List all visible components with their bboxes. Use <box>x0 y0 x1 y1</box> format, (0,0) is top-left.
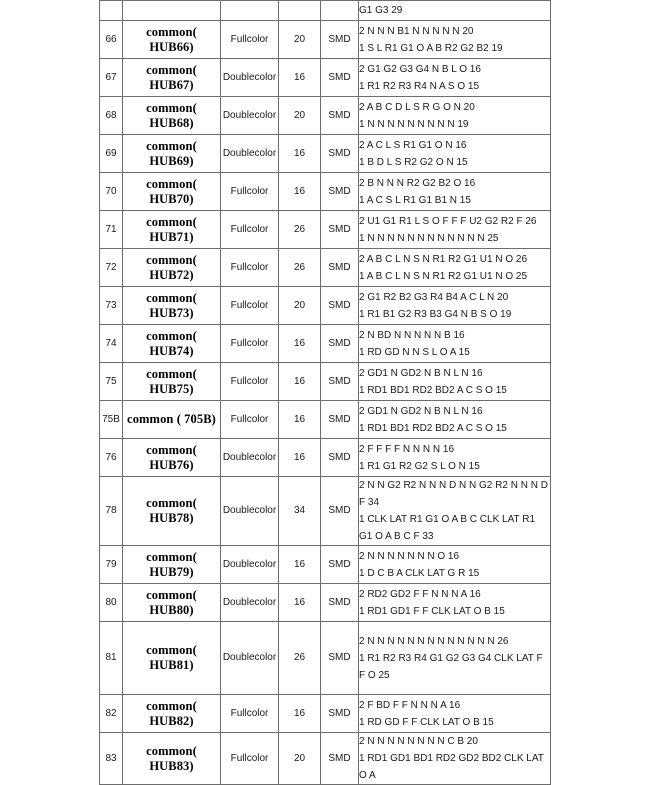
row-color-cell: Fullcolor <box>221 287 279 325</box>
description-line: 1 RD1 BD1 RD2 BD2 A C S O 15 <box>359 384 507 396</box>
row-pincount-cell: 16 <box>279 439 321 477</box>
table-row <box>100 584 551 622</box>
table-row <box>100 733 551 785</box>
row-pincount-cell: 16 <box>279 363 321 401</box>
row-color-cell: Doublecolor <box>221 622 279 695</box>
row-name-cell: common( HUB75) <box>123 363 221 401</box>
row-pincount-cell: 34 <box>279 477 321 546</box>
description-line: 1 R1 G1 R2 G2 S L O N 15 <box>359 460 480 472</box>
row-number-cell: 74 <box>100 325 123 363</box>
row-description-cell <box>359 401 551 439</box>
row-pincount-cell: 20 <box>279 21 321 59</box>
description-line: 2 N N G2 R2 N N N D N N G2 R2 N N N D F 34 <box>359 480 548 508</box>
row-number-cell: 76 <box>100 439 123 477</box>
row-name-cell: common( HUB80) <box>123 584 221 622</box>
row-pincount-cell <box>279 1 321 21</box>
row-number-cell: 68 <box>100 97 123 135</box>
row-pincount-cell: 16 <box>279 695 321 733</box>
row-number-cell: 82 <box>100 695 123 733</box>
description-line: 1 R1 B1 G2 R3 B3 G4 N B S O 19 <box>359 308 512 320</box>
row-package-cell: SMD <box>321 477 359 546</box>
row-description-cell <box>359 21 551 59</box>
row-description-cell <box>359 135 551 173</box>
row-package-cell: SMD <box>321 173 359 211</box>
row-name-cell: common( HUB83) <box>123 733 221 785</box>
table-row <box>100 97 551 135</box>
row-name-cell: common( HUB81) <box>123 622 221 695</box>
table-row <box>100 546 551 584</box>
description-line: 1 D C B A CLK LAT G R 15 <box>359 567 480 579</box>
row-color-cell: Fullcolor <box>221 211 279 249</box>
row-name-cell: common( HUB70) <box>123 173 221 211</box>
row-name-cell: common( HUB74) <box>123 325 221 363</box>
description-line: 2 A B C D L S R G O N 20 <box>359 101 475 113</box>
description-line: 2 A B C L N S N R1 R2 G1 U1 N O 26 <box>359 253 528 265</box>
table-row <box>100 135 551 173</box>
description-line: 2 N N N N N N N O 16 <box>359 550 460 562</box>
description-line: 1 A B C L N S N R1 R2 G1 U1 N O 25 <box>359 270 528 282</box>
row-package-cell: SMD <box>321 695 359 733</box>
row-description-cell <box>359 439 551 477</box>
row-color-cell: Fullcolor <box>221 21 279 59</box>
row-package-cell: SMD <box>321 733 359 785</box>
row-package-cell: SMD <box>321 325 359 363</box>
row-pincount-cell: 16 <box>279 325 321 363</box>
row-number-cell: 80 <box>100 584 123 622</box>
description-line: 1 R1 R2 R3 R4 N A S O 15 <box>359 80 480 92</box>
row-description-cell <box>359 363 551 401</box>
row-description-cell <box>359 249 551 287</box>
row-package-cell: SMD <box>321 401 359 439</box>
description-line: 1 R1 R2 R3 R4 G1 G2 G3 G4 CLK LAT F F O 25 <box>359 652 543 681</box>
table-row <box>100 59 551 97</box>
row-name-cell: common( HUB72) <box>123 249 221 287</box>
row-number-cell <box>100 1 123 21</box>
description-line: 2 N N N N N N N N N N N N N 26 <box>359 635 509 647</box>
row-number-cell: 72 <box>100 249 123 287</box>
row-name-cell <box>123 1 221 21</box>
row-number-cell: 75 <box>100 363 123 401</box>
row-number-cell: 70 <box>100 173 123 211</box>
row-pincount-cell: 26 <box>279 622 321 695</box>
row-description-cell <box>359 1 551 21</box>
table-row <box>100 1 551 21</box>
row-name-cell: common( HUB71) <box>123 211 221 249</box>
description-line: 2 B N N N R2 G2 B2 O 16 <box>359 177 476 189</box>
description-line: G1 G3 29 <box>359 5 403 16</box>
row-pincount-cell: 20 <box>279 97 321 135</box>
row-name-cell: common( HUB82) <box>123 695 221 733</box>
row-color-cell: Fullcolor <box>221 401 279 439</box>
description-line: 2 N BD N N N N N B 16 <box>359 329 465 341</box>
description-line: 2 GD1 N GD2 N B N L N 16 <box>359 405 483 417</box>
row-package-cell: SMD <box>321 622 359 695</box>
row-pincount-cell: 16 <box>279 546 321 584</box>
row-pincount-cell: 20 <box>279 287 321 325</box>
row-color-cell: Fullcolor <box>221 325 279 363</box>
row-number-cell: 69 <box>100 135 123 173</box>
row-pincount-cell: 16 <box>279 584 321 622</box>
row-number-cell: 78 <box>100 477 123 546</box>
description-line: 1 S L R1 G1 O A B R2 G2 B2 19 <box>359 42 503 54</box>
description-line: 1 RD1 GD1 BD1 RD2 GD2 BD2 CLK LAT O A <box>359 753 544 781</box>
row-name-cell: common( HUB73) <box>123 287 221 325</box>
row-package-cell: SMD <box>321 59 359 97</box>
description-line: 2 N N N B1 N N N N N 20 <box>359 25 474 37</box>
row-pincount-cell: 20 <box>279 733 321 785</box>
description-line: 2 GD1 N GD2 N B N L N 16 <box>359 367 483 379</box>
hub-table-container <box>99 0 550 785</box>
row-name-cell: common( HUB79) <box>123 546 221 584</box>
row-package-cell: SMD <box>321 97 359 135</box>
row-description-cell <box>359 59 551 97</box>
row-color-cell: Doublecolor <box>221 59 279 97</box>
row-package-cell: SMD <box>321 135 359 173</box>
row-package-cell: SMD <box>321 439 359 477</box>
row-name-cell: common( HUB68) <box>123 97 221 135</box>
description-line: 1 A C S L R1 G1 B1 N 15 <box>359 194 471 206</box>
table-row <box>100 249 551 287</box>
row-number-cell: 83 <box>100 733 123 785</box>
row-color-cell: Fullcolor <box>221 695 279 733</box>
row-description-cell <box>359 173 551 211</box>
row-color-cell: Doublecolor <box>221 584 279 622</box>
row-pincount-cell: 26 <box>279 249 321 287</box>
row-color-cell: Doublecolor <box>221 477 279 546</box>
table-row <box>100 287 551 325</box>
row-package-cell: SMD <box>321 584 359 622</box>
hub-pin-definition-table <box>99 0 551 785</box>
row-color-cell <box>221 1 279 21</box>
row-package-cell <box>321 1 359 21</box>
description-line: 1 RD1 GD1 F F CLK LAT O B 15 <box>359 605 505 617</box>
row-description-cell <box>359 97 551 135</box>
description-line: 2 U1 G1 R1 L S O F F F U2 G2 R2 F 26 <box>359 215 537 227</box>
row-description-cell <box>359 287 551 325</box>
row-description-cell <box>359 584 551 622</box>
table-row <box>100 325 551 363</box>
description-line: 2 G1 G2 G3 G4 N B L O 16 <box>359 63 481 75</box>
description-line: 2 F F F F N N N N 16 <box>359 443 455 455</box>
description-line: 1 B D L S R2 G2 O N 15 <box>359 156 468 168</box>
description-line: 2 N N N N N N N N C B 20 <box>359 736 478 747</box>
row-package-cell: SMD <box>321 363 359 401</box>
row-number-cell: 81 <box>100 622 123 695</box>
row-number-cell: 71 <box>100 211 123 249</box>
row-color-cell: Doublecolor <box>221 135 279 173</box>
description-line: 2 G1 R2 B2 G3 R4 B4 A C L N 20 <box>359 291 509 303</box>
row-name-cell: common( HUB76) <box>123 439 221 477</box>
row-pincount-cell: 16 <box>279 59 321 97</box>
row-description-cell <box>359 546 551 584</box>
description-line: 1 RD GD N N S L O A 15 <box>359 346 470 358</box>
row-color-cell: Doublecolor <box>221 546 279 584</box>
description-line: 2 RD2 GD2 F F N N N A 16 <box>359 588 481 600</box>
row-number-cell: 73 <box>100 287 123 325</box>
table-row <box>100 173 551 211</box>
row-package-cell: SMD <box>321 211 359 249</box>
description-line: 2 A C L S R1 G1 O N 16 <box>359 139 467 151</box>
table-row <box>100 401 551 439</box>
row-name-cell: common( HUB78) <box>123 477 221 546</box>
table-row <box>100 477 551 546</box>
row-package-cell: SMD <box>321 249 359 287</box>
row-color-cell: Fullcolor <box>221 363 279 401</box>
row-name-cell: common( HUB66) <box>123 21 221 59</box>
row-number-cell: 66 <box>100 21 123 59</box>
row-pincount-cell: 16 <box>279 135 321 173</box>
table-body <box>100 1 551 785</box>
description-line: 1 CLK LAT R1 G1 O A B C CLK LAT R1 G1 O A B C F 33 <box>359 514 536 542</box>
table-row <box>100 211 551 249</box>
row-number-cell: 79 <box>100 546 123 584</box>
row-number-cell: 75B <box>100 401 123 439</box>
row-package-cell: SMD <box>321 21 359 59</box>
table-row <box>100 622 551 695</box>
row-pincount-cell: 26 <box>279 211 321 249</box>
row-description-cell <box>359 477 551 546</box>
row-name-cell: common ( 705B) <box>123 401 221 439</box>
row-description-cell <box>359 733 551 785</box>
row-color-cell: Fullcolor <box>221 173 279 211</box>
row-color-cell: Fullcolor <box>221 733 279 785</box>
description-line: 1 N N N N N N N N N 19 <box>359 118 469 130</box>
row-color-cell: Doublecolor <box>221 97 279 135</box>
row-description-cell <box>359 325 551 363</box>
row-color-cell: Fullcolor <box>221 249 279 287</box>
row-description-cell <box>359 622 551 695</box>
description-line: 2 F BD F F N N N A 16 <box>359 699 461 711</box>
row-number-cell: 67 <box>100 59 123 97</box>
table-row <box>100 439 551 477</box>
table-row <box>100 695 551 733</box>
row-package-cell: SMD <box>321 546 359 584</box>
row-color-cell: Doublecolor <box>221 439 279 477</box>
row-pincount-cell: 16 <box>279 173 321 211</box>
row-package-cell: SMD <box>321 287 359 325</box>
table-row <box>100 363 551 401</box>
row-pincount-cell: 16 <box>279 401 321 439</box>
description-line: 1 RD GD F F CLK LAT O B 15 <box>359 716 494 728</box>
row-description-cell <box>359 211 551 249</box>
row-description-cell <box>359 695 551 733</box>
table-row <box>100 21 551 59</box>
description-line: 1 RD1 BD1 RD2 BD2 A C S O 15 <box>359 422 507 434</box>
row-name-cell: common( HUB67) <box>123 59 221 97</box>
row-name-cell: common( HUB69) <box>123 135 221 173</box>
description-line: 1 N N N N N N N N N N N N 25 <box>359 232 499 244</box>
